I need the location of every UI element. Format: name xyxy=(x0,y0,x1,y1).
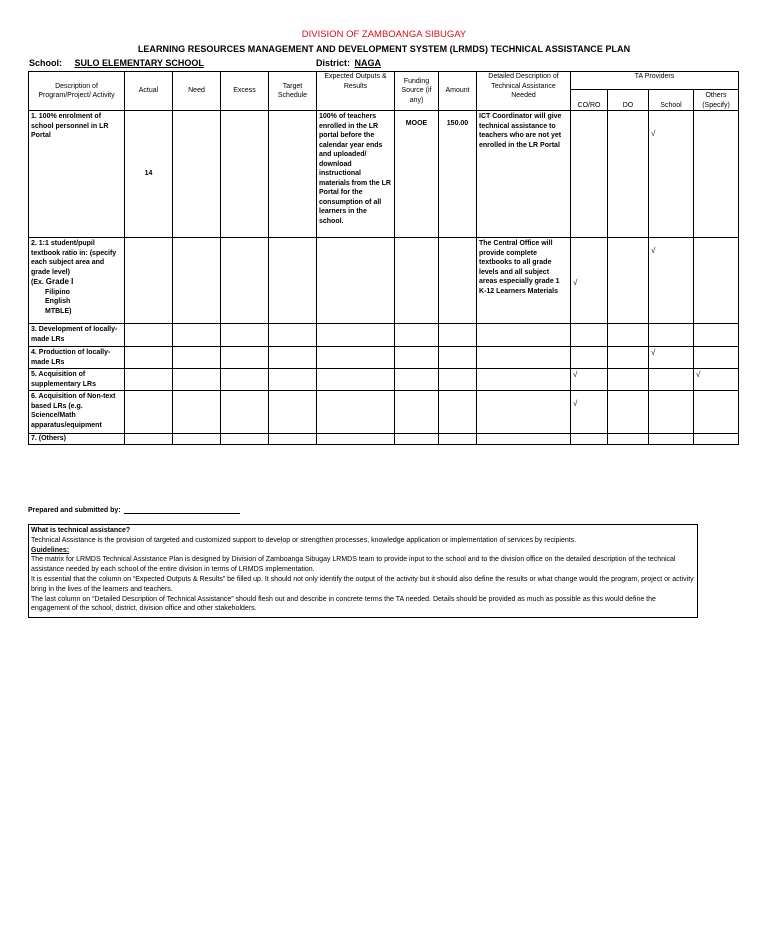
guideline-1: The matrix for LRMDS Technical Assistance Plan is designed by Division of Zamboanga Sibugay LRMDS team to provide input to the school and to the division office on the detailed description of the technical assistance needed by each school of the entire division in terms of LRMDS implementation. xyxy=(31,556,676,574)
row7-do xyxy=(608,434,649,445)
header-detailed: Detailed Description of Technical Assistance Needed xyxy=(477,72,571,111)
table-row xyxy=(29,391,739,434)
table-row xyxy=(29,238,739,324)
row3-desc: 3. Development of locally-made LRs xyxy=(29,324,125,347)
division-title: DIVISION OF ZAMBOANGA SIBUGAY xyxy=(301,29,467,40)
table-row xyxy=(29,369,739,391)
row2-subject-1: Filipino xyxy=(45,288,70,296)
row3-coro xyxy=(571,324,608,347)
row2-desc-main: 2. 1:1 student/pupil textbook ratio in: (specify each subject area and grade level) xyxy=(31,240,117,276)
row1-target xyxy=(269,111,317,238)
row2-others xyxy=(694,238,739,324)
row2-actual xyxy=(125,238,173,324)
row2-detailed: The Central Office will provide complete textbooks to all grade levels and all subject areas especially grade 1 K-12 Learners Materials xyxy=(477,238,571,324)
row2-funding xyxy=(395,238,439,324)
guideline-3: The last column on “Detailed Description of Technical Assistance” should flesh out and describe in concrete terms the TA needed. Details should be provided as much as possible as this would define the engagement of the school, district, division office and other stakeholders. xyxy=(31,595,656,613)
row3-school xyxy=(649,324,694,347)
row1-excess xyxy=(221,111,269,238)
row3-others xyxy=(694,324,739,347)
row2-desc-ex: (Ex. xyxy=(31,279,46,286)
row2-amount xyxy=(439,238,477,324)
row6-desc: 6. Acquisition of Non-text based LRs (e.g. Science/Math apparatus/equipment xyxy=(29,391,125,434)
school-label: School: xyxy=(29,58,62,68)
row2-school: √ xyxy=(649,238,694,324)
row1-others xyxy=(694,111,739,238)
row1-detailed: ICT Coordinator will give technical assistance to teachers who are not yet enrolled in the LR Portal xyxy=(477,111,571,238)
header-description: Description of Program/Project/ Activity xyxy=(29,72,125,111)
plan-title: LEARNING RESOURCES MANAGEMENT AND DEVELOPMENT SYSTEM (LRMDS) TECHNICAL ASSISTANCE PLAN xyxy=(137,44,631,54)
row2-subject-3: MTBLE) xyxy=(45,307,72,315)
header-others: Others (Specify) xyxy=(694,90,739,111)
row4-others xyxy=(694,347,739,369)
prepared-by xyxy=(28,505,240,514)
row2-desc xyxy=(29,238,125,324)
row2-coro: √ xyxy=(571,238,608,324)
row4-coro xyxy=(571,347,608,369)
header-do: DO xyxy=(608,90,649,111)
ta-plan-table xyxy=(28,71,739,445)
row2-subject-2: English xyxy=(45,298,71,305)
school-line xyxy=(29,58,204,68)
row7-others xyxy=(694,434,739,445)
row2-desc-grade: Grade I xyxy=(45,277,74,286)
row1-school: √ xyxy=(649,111,694,238)
technical-assistance-box xyxy=(28,524,698,618)
row1-need xyxy=(173,111,221,238)
row5-do xyxy=(608,369,649,391)
ta-definition: Technical Assistance is the provision of targeted and customized support to develop or strengthen processes, knowledge application or implementation of services by recipients. xyxy=(31,536,577,544)
header-need: Need xyxy=(173,72,221,111)
row4-school: √ xyxy=(649,347,694,369)
row1-desc: 1. 100% enrolment of school personnel in LR Portal xyxy=(29,111,125,238)
header-school: School xyxy=(649,90,694,111)
row1-actual: 14 xyxy=(125,111,173,238)
row1-do xyxy=(608,111,649,238)
row7-school xyxy=(649,434,694,445)
row2-need xyxy=(173,238,221,324)
row2-expected xyxy=(317,238,395,324)
district-label: District: xyxy=(316,58,351,68)
row1-coro xyxy=(571,111,608,238)
row2-target xyxy=(269,238,317,324)
table-row xyxy=(29,111,739,238)
row7-desc: 7. (Others) xyxy=(29,434,125,445)
table-row xyxy=(29,347,739,369)
row6-do xyxy=(608,391,649,434)
prepared-label: Prepared and submitted by: xyxy=(28,507,121,514)
header-excess: Excess xyxy=(221,72,269,111)
table-row xyxy=(29,324,739,347)
row2-excess xyxy=(221,238,269,324)
row1-funding: MOOE xyxy=(395,111,439,238)
guideline-2: It is essential that the column on “Expected Outputs & Results” be filled up. It should not only identify the output of the activity but it should also define the results or what change would the program, project or activity bring in the lives of the learners and teachers. xyxy=(31,575,694,593)
row5-desc: 5. Acquisition of supplementary LRs xyxy=(29,369,125,391)
row5-coro: √ xyxy=(571,369,608,391)
school-value: SULO ELEMENTARY SCHOOL xyxy=(74,58,204,68)
row1-amount: 150.00 xyxy=(439,111,477,238)
signature-line xyxy=(124,505,240,514)
header-row xyxy=(29,72,739,90)
row5-school xyxy=(649,369,694,391)
header-ta-providers: TA Providers xyxy=(571,72,739,90)
header-actual: Actual xyxy=(125,72,173,111)
row7-coro xyxy=(571,434,608,445)
header-target: Target Schedule xyxy=(269,72,317,111)
header-amount: Amount xyxy=(439,72,477,111)
row5-others: √ xyxy=(694,369,739,391)
row1-expected: 100% of teachers enrolled in the LR portal before the calendar year ends and uploaded/ download instructional materials from the LR Portal for the consumption of all learners in the school. xyxy=(317,111,395,238)
header-expected: Expected Outputs & Results xyxy=(317,72,395,111)
row6-school xyxy=(649,391,694,434)
row6-others xyxy=(694,391,739,434)
row4-do xyxy=(608,347,649,369)
row6-coro: √ xyxy=(571,391,608,434)
district-line xyxy=(316,58,381,68)
table-row xyxy=(29,434,739,445)
district-value: NAGA xyxy=(354,58,382,68)
ta-question: What is technical assistance? xyxy=(31,527,131,534)
row4-desc: 4. Production of locally-made LRs xyxy=(29,347,125,369)
guidelines-label: Guidelines: xyxy=(31,546,70,554)
header-funding: Funding Source (if any) xyxy=(395,72,439,111)
row3-do xyxy=(608,324,649,347)
row2-do xyxy=(608,238,649,324)
header-coro: CO/RO xyxy=(571,90,608,111)
